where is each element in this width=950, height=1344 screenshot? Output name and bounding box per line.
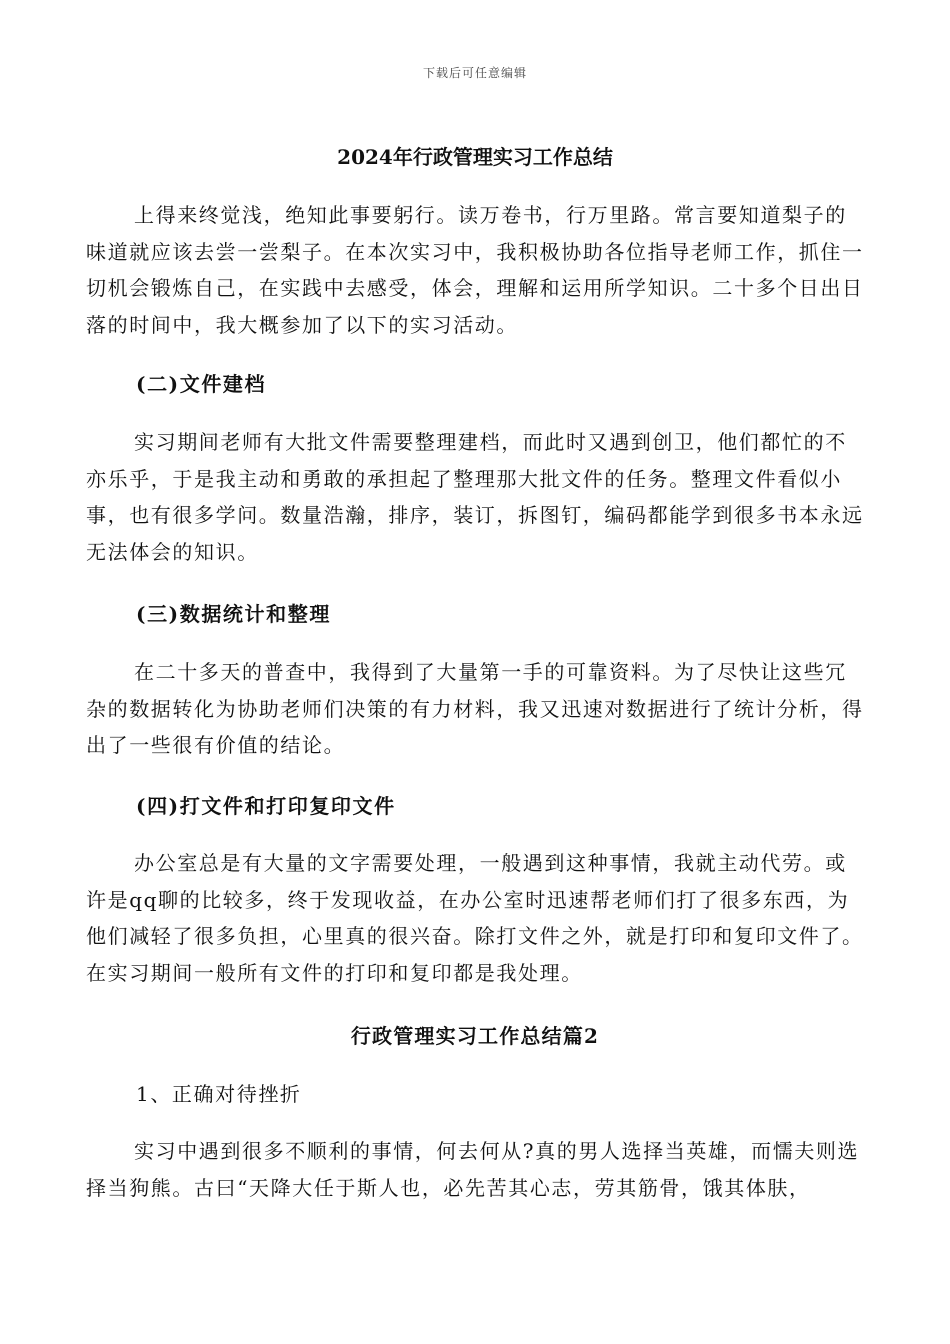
document-title: 2024年行政管理实习工作总结 — [337, 145, 613, 169]
intro-paragraph: 上得来终觉浅，绝知此事要躬行。读万卷书，行万里路。常言要知道梨子的味道就应该去尝一尝梨子。在本次实习中，我积极协助各位指导老师工作，抓住一切机会锻炼自己，在实践中去感受，体会，理解和运用所学知识。二十多个日出日落的时间中，我大概参加了以下的实习活动。 — [86, 203, 864, 337]
heading-filing: (二)文件建档 — [136, 372, 267, 396]
setback-paragraph: 实习中遇到很多不顺利的事情，何去何从?真的男人选择当英雄，而懦夫则选择当狗熊。古曰“天降大任于斯人也，必先苦其心志，劳其筋骨，饿其体肤， — [86, 1139, 860, 1200]
printing-paragraph: 办公室总是有大量的文字需要处理，一般遇到这种事情，我就主动代劳。或许是qq聊的比较多，终于发现收益，在办公室时迅速帮老师们打了很多东西，为他们减轻了很多负担，心里真的很兴奋。除打文件之外，就是打印和复印文件了。在实习期间一般所有文件的打印和复印都是我处理。 — [86, 851, 864, 985]
heading-printing: (四)打文件和打印复印文件 — [136, 794, 396, 818]
page-header-note: 下载后可任意编辑 — [422, 66, 527, 80]
filing-paragraph: 实习期间老师有大批文件需要整理建档，而此时又遇到创卫，他们都忙的不亦乐乎，于是我主动和勇敢的承担起了整理那大批文件的任务。整理文件看似小事，也有很多学问。数量浩瀚，排序，装订，拆图钉，编码都能学到很多书本永远无法体会的知识。 — [86, 430, 864, 564]
section2-item-1: 1、正确对待挫折 — [136, 1082, 302, 1106]
stats-paragraph: 在二十多天的普查中，我得到了大量第一手的可靠资料。为了尽快让这些冗杂的数据转化为协助老师们决策的有力材料，我又迅速对数据进行了统计分析，得出了一些很有价值的结论。 — [86, 660, 864, 757]
heading-stats: (三)数据统计和整理 — [136, 602, 331, 626]
section2-title: 行政管理实习工作总结篇2 — [350, 1024, 600, 1048]
